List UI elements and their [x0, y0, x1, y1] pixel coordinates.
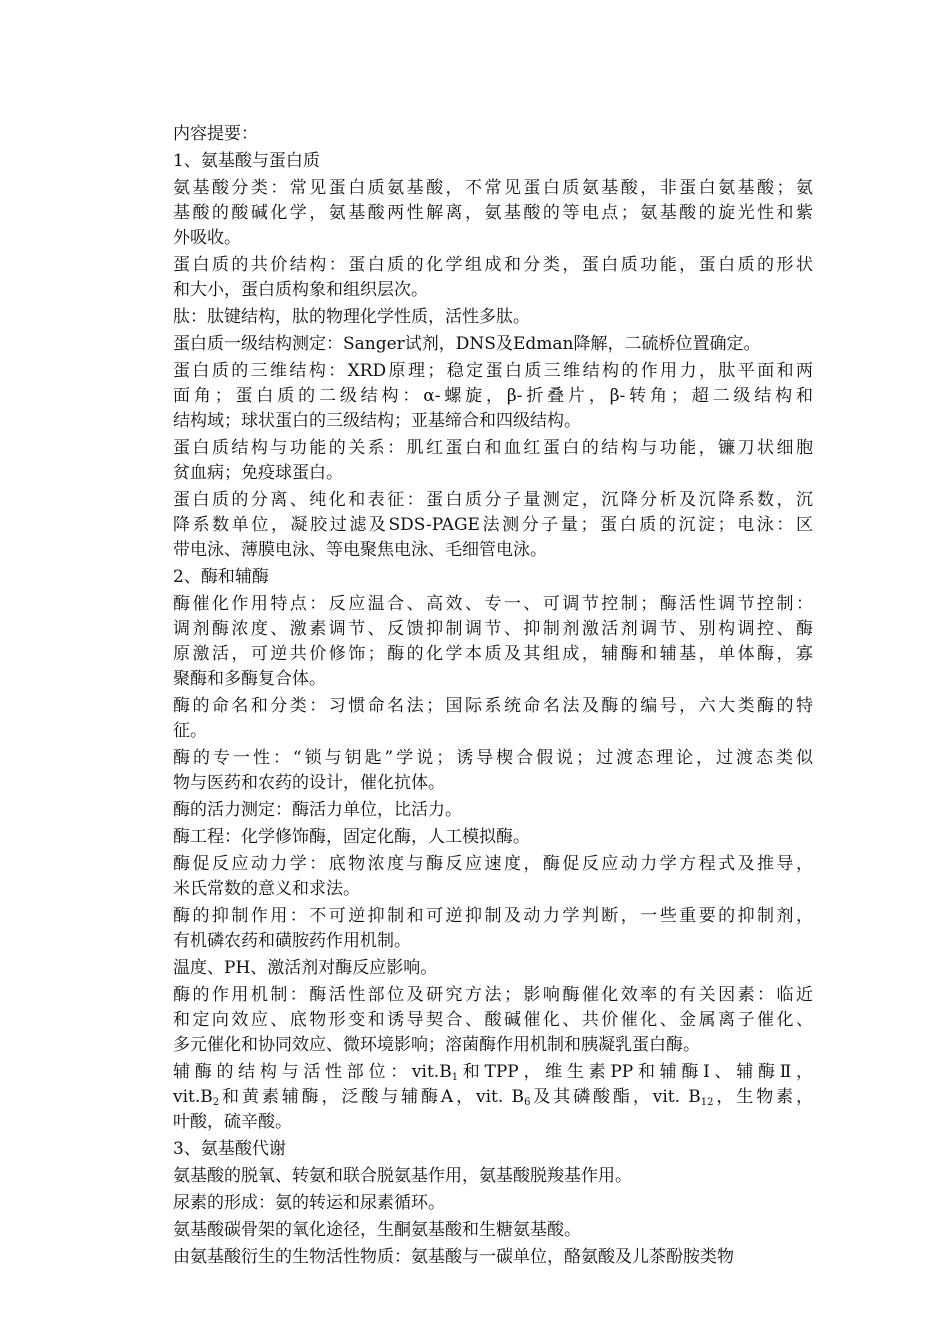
text-line: 酶的命名和分类：习惯命名法；国际系统命名法及酶的编号，六大类酶的特: [173, 696, 813, 716]
text-line: 叶酸，硫辛酸。: [173, 1112, 292, 1132]
text-line: 贫血病；免疫球蛋白。: [173, 463, 343, 483]
paragraph: [173, 825, 813, 850]
text-line: 结构域；球状蛋白的三级结构；亚基缔合和四级结构。: [173, 411, 581, 431]
paragraph: [173, 694, 813, 744]
text-line: 酶催化作用特点：反应温合、高效、专一、可调节控制；酶活性调节控制：: [173, 594, 813, 614]
text-line: [173, 1060, 813, 1085]
text-line: 和定向效应、底物形变和诱导契合、酸碱催化、共价催化、金属离子催化、: [173, 1010, 813, 1030]
content-tail: [173, 1135, 813, 1270]
text-line: 带电泳、薄膜电泳、等电聚焦电泳、毛细管电泳。: [173, 540, 547, 560]
text-line: 蛋白质的三维结构：XRD原理；稳定蛋白质三维结构的作用力，肽平面和两: [173, 361, 813, 381]
text-run: 和黄素辅酶，泛酸与辅酶A，vit. B: [219, 1087, 525, 1107]
text-line: 内容提要：: [173, 124, 258, 144]
paragraph-coenzyme: [173, 1060, 813, 1135]
section-heading: [173, 565, 813, 590]
paragraph: [173, 798, 813, 823]
paragraph: [173, 253, 813, 303]
paragraph: [173, 359, 813, 434]
text-line: 氨基酸分类：常见蛋白质氨基酸，不常见蛋白质氨基酸，非蛋白氨基酸；氨: [173, 178, 813, 198]
text-line: 氨基酸的脱氧、转氨和联合脱氨基作用，氨基酸脱羧基作用。: [173, 1166, 632, 1186]
text-line: 原激活，可逆共价修饰；酶的化学本质及其组成，辅酶和辅基，单体酶，寡: [173, 644, 813, 664]
document-body: [173, 122, 813, 1270]
section-heading: [173, 1137, 813, 1162]
subscript: 6: [524, 1097, 531, 1108]
text-line: 物与医药和农药的设计，催化抗体。: [173, 773, 445, 793]
paragraph: [173, 592, 813, 692]
subscript: 12: [700, 1097, 714, 1108]
paragraph: [173, 176, 813, 251]
text-line: 酶促反应动力学：底物浓度与酶反应速度，酶促反应动力学方程式及推导，: [173, 854, 813, 874]
text-run: 及其磷酸酯，vit. B: [530, 1087, 701, 1107]
text-line: 1、氨基酸与蛋白质: [173, 151, 320, 171]
paragraph: [173, 746, 813, 796]
text-run: ，生物素，: [713, 1087, 813, 1107]
text-run: 和TPP，维生素PP和辅酶Ⅰ、辅酶Ⅱ，: [458, 1062, 813, 1082]
text-line: [173, 1085, 813, 1110]
text-line: 有机磷农药和磺胺药作用机制。: [173, 931, 411, 951]
text-line: 酶工程：化学修饰酶，固定化酶，人工模拟酶。: [173, 827, 530, 847]
paragraph: [173, 983, 813, 1058]
text-line: 征。: [173, 721, 207, 741]
paragraph: [173, 436, 813, 486]
subscript: 2: [212, 1097, 220, 1108]
text-line: 蛋白质的分离、纯化和表征：蛋白质分子量测定，沉降分析及沉降系数，沉: [173, 490, 813, 510]
text-line: 多元催化和协同效应、微环境影响；溶菌酶作用机制和胰凝乳蛋白酶。: [173, 1035, 700, 1055]
text-run: 辅酶的结构与活性部位：vit.B: [173, 1062, 452, 1082]
text-line: 3、氨基酸代谢: [173, 1139, 286, 1159]
text-line: 聚酶和多酶复合体。: [173, 669, 326, 689]
text-line: 由氨基酸衍生的生物活性物质：氨基酸与一碳单位，酪氨酸及儿茶酚胺类物: [173, 1247, 734, 1267]
paragraph: [173, 332, 813, 357]
paragraph: [173, 1218, 813, 1243]
text-line: 米氏常数的意义和求法。: [173, 879, 360, 899]
text-line: 面角；蛋白质的二级结构：α-螺旋，β-折叠片，β-转角；超二级结构和: [173, 386, 813, 406]
section-heading: [173, 122, 813, 147]
text-line: 氨基酸碳骨架的氧化途径，生酮氨基酸和生糖氨基酸。: [173, 1220, 581, 1240]
paragraph: [173, 852, 813, 902]
text-line: 肽：肽键结构，肽的物理化学性质，活性多肽。: [173, 307, 530, 327]
text-line: 尿素的形成：氨的转运和尿素循环。: [173, 1193, 445, 1213]
text-line: 酶的活力测定：酶活力单位，比活力。: [173, 800, 462, 820]
text-line: 外吸收。: [173, 228, 241, 248]
text-line: 和大小，蛋白质构象和组织层次。: [173, 280, 428, 300]
paragraph: [173, 305, 813, 330]
text-run: vit.B: [173, 1087, 213, 1107]
text-line: 酶的抑制作用：不可逆抑制和可逆抑制及动力学判断，一些重要的抑制剂，: [173, 906, 813, 926]
text-line: 2、酶和辅酶: [173, 567, 269, 587]
paragraph: [173, 488, 813, 563]
text-line: 降系数单位，凝胶过滤及SDS-PAGE法测分子量；蛋白质的沉淀；电泳：区: [173, 515, 813, 535]
text-line: 蛋白质结构与功能的关系：肌红蛋白和血红蛋白的结构与功能，镰刀状细胞: [173, 438, 813, 458]
subscript: 1: [451, 1072, 459, 1083]
paragraph: [173, 1164, 813, 1189]
text-line: 温度、PH、激活剂对酶反应影响。: [173, 958, 438, 978]
text-line: 基酸的酸碱化学，氨基酸两性解离，氨基酸的等电点；氨基酸的旋光性和紫: [173, 203, 813, 223]
paragraph: [173, 1191, 813, 1216]
paragraph: [173, 1245, 813, 1270]
text-line: 调剂酶浓度、激素调节、反馈抑制调节、抑制剂激活剂调节、别构调控、酶: [173, 619, 813, 639]
section-heading: [173, 149, 813, 174]
text-line: 蛋白质一级结构测定：Sanger试剂，DNS及Edman降解，二硫桥位置确定。: [173, 334, 761, 354]
content-blocks: [173, 122, 813, 1058]
text-line: 酶的专一性：“锁与钥匙”学说；诱导楔合假说；过渡态理论，过渡态类似: [173, 748, 813, 768]
paragraph: [173, 956, 813, 981]
paragraph: [173, 904, 813, 954]
text-line: 酶的作用机制：酶活性部位及研究方法；影响酶催化效率的有关因素：临近: [173, 985, 813, 1005]
text-line: 蛋白质的共价结构：蛋白质的化学组成和分类，蛋白质功能，蛋白质的形状: [173, 255, 813, 275]
